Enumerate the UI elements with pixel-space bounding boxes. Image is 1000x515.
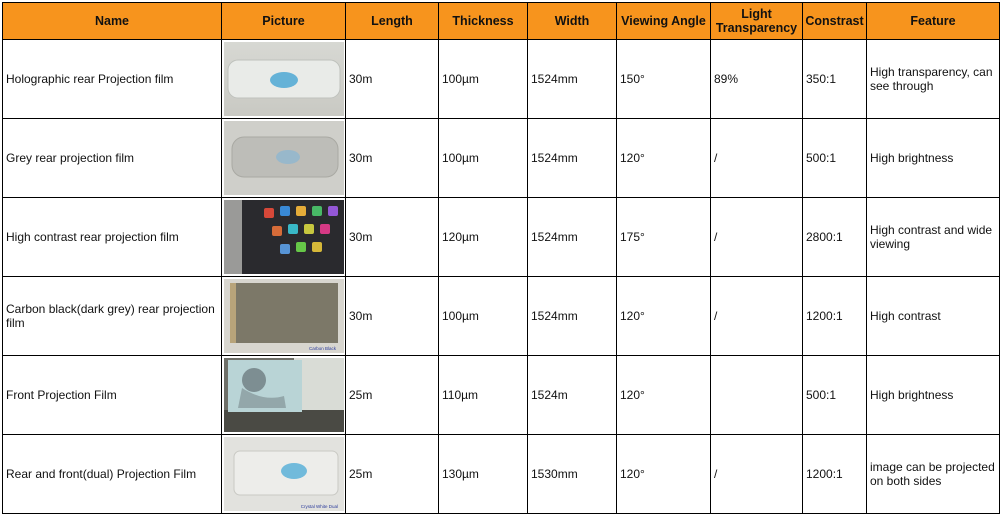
cell-picture <box>222 198 346 277</box>
picture-caption: Carbon Black <box>308 346 336 351</box>
cell-viewing-angle: 120° <box>617 119 711 198</box>
cell-width: 1530mm <box>528 435 617 514</box>
cell-contrast: 1200:1 <box>803 277 867 356</box>
header-width: Width <box>528 3 617 40</box>
cell-name: High contrast rear projection film <box>3 198 222 277</box>
table-row <box>3 277 1000 356</box>
cell-width: 1524mm <box>528 277 617 356</box>
cell-thickness: 130µm <box>439 435 528 514</box>
header-feature: Feature <box>867 3 1000 40</box>
dual-film-roll-photo <box>224 437 344 511</box>
picture-caption: Crystal White Dual <box>300 504 338 509</box>
header-picture: Picture <box>222 3 346 40</box>
cell-viewing-angle: 120° <box>617 277 711 356</box>
header-light-transparency: Light Transparency <box>711 3 803 40</box>
cell-viewing-angle: 120° <box>617 356 711 435</box>
cell-length: 30m <box>346 40 439 119</box>
cell-viewing-angle: 175° <box>617 198 711 277</box>
table-row <box>3 40 1000 119</box>
cell-length: 25m <box>346 356 439 435</box>
header-length: Length <box>346 3 439 40</box>
carbon-black-film-photo <box>224 279 344 353</box>
cell-picture <box>222 277 346 356</box>
cell-name: Grey rear projection film <box>3 119 222 198</box>
cell-viewing-angle: 120° <box>617 435 711 514</box>
spec-table <box>2 2 1000 514</box>
cell-contrast: 500:1 <box>803 119 867 198</box>
cell-feature: High contrast <box>867 277 1000 356</box>
cell-length: 30m <box>346 119 439 198</box>
front-projection-room-photo <box>224 358 344 432</box>
cell-width: 1524mm <box>528 198 617 277</box>
table-row <box>3 119 1000 198</box>
cell-thickness: 100µm <box>439 119 528 198</box>
cell-contrast: 2800:1 <box>803 198 867 277</box>
header-name: Name <box>3 3 222 40</box>
cell-viewing-angle: 150° <box>617 40 711 119</box>
cell-picture <box>222 435 346 514</box>
cell-feature: High brightness <box>867 119 1000 198</box>
cell-feature: High brightness <box>867 356 1000 435</box>
cell-transparency: / <box>711 435 803 514</box>
cell-contrast: 350:1 <box>803 40 867 119</box>
cell-thickness: 110µm <box>439 356 528 435</box>
cell-transparency <box>711 356 803 435</box>
table-row <box>3 435 1000 514</box>
table-row <box>3 198 1000 277</box>
cell-length: 30m <box>346 277 439 356</box>
table-row <box>3 356 1000 435</box>
cell-name: Holographic rear Projection film <box>3 40 222 119</box>
cell-picture <box>222 40 346 119</box>
cell-transparency: / <box>711 119 803 198</box>
cell-contrast: 500:1 <box>803 356 867 435</box>
cell-contrast: 1200:1 <box>803 435 867 514</box>
cell-thickness: 120µm <box>439 198 528 277</box>
cell-width: 1524m <box>528 356 617 435</box>
cell-feature: image can be projected on both sides <box>867 435 1000 514</box>
holographic-film-roll-photo <box>224 42 344 116</box>
cell-transparency: 89% <box>711 40 803 119</box>
cell-length: 25m <box>346 435 439 514</box>
high-contrast-screen-photo <box>224 200 344 274</box>
cell-name: Rear and front(dual) Projection Film <box>3 435 222 514</box>
grey-film-roll-photo <box>224 121 344 195</box>
header-row <box>3 3 1000 40</box>
cell-transparency: / <box>711 277 803 356</box>
cell-width: 1524mm <box>528 119 617 198</box>
cell-thickness: 100µm <box>439 277 528 356</box>
cell-feature: High transparency, can see through <box>867 40 1000 119</box>
header-contrast: Constrast <box>803 3 867 40</box>
cell-picture <box>222 356 346 435</box>
cell-feature: High contrast and wide viewing <box>867 198 1000 277</box>
header-viewing-angle: Viewing Angle <box>617 3 711 40</box>
cell-width: 1524mm <box>528 40 617 119</box>
cell-picture <box>222 119 346 198</box>
cell-transparency: / <box>711 198 803 277</box>
header-thickness: Thickness <box>439 3 528 40</box>
cell-name: Front Projection Film <box>3 356 222 435</box>
cell-name: Carbon black(dark grey) rear projection film <box>3 277 222 356</box>
cell-thickness: 100µm <box>439 40 528 119</box>
cell-length: 30m <box>346 198 439 277</box>
